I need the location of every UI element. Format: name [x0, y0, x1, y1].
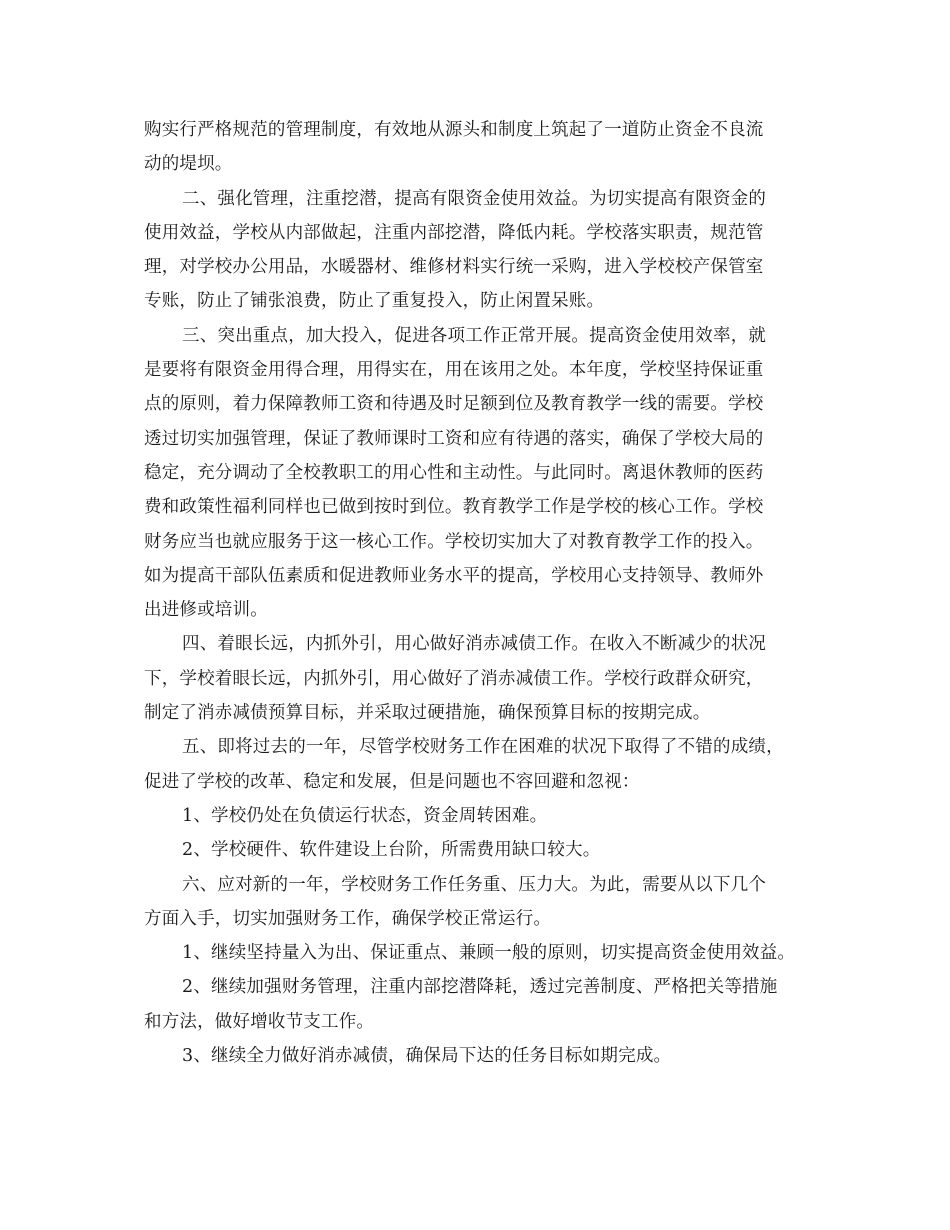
text-line: 四、着眼长远，内抓外引，用心做好消赤减债工作。在收入不断减少的状况 — [182, 634, 767, 655]
text-line: 费和政策性福利同样也已做到按时到位。教育教学工作是学校的核心工作。学校 — [144, 497, 764, 518]
document-body — [144, 113, 814, 1073]
text-line: 2、学校硬件、软件建设上台阶，所需费用缺口较大。 — [182, 840, 601, 861]
text-line: 促进了学校的改革、稳定和发展，但是问题也不容回避和忽视： — [144, 771, 640, 792]
text-line: 制定了消赤减债预算目标，并采取过硬措施，确保预算目标的按期完成。 — [144, 703, 711, 724]
text-line: 出进修或培训。 — [144, 600, 268, 621]
text-line: 3、继续全力做好消赤减债，确保局下达的任务目标如期完成。 — [182, 1046, 672, 1067]
text-line: 动的堤坝。 — [144, 154, 233, 175]
text-line: 1、继续坚持量入为出、保证重点、兼顾一般的原则，切实提高资金使用效益。 — [182, 943, 796, 964]
text-line: 1、学校仍处在负债运行状态，资金周转困难。 — [182, 805, 548, 826]
text-line: 下，学校着眼长远，内抓外引，用心做好了消赤减债工作。学校行政群众研究， — [144, 668, 764, 689]
text-line: 2、继续加强财务管理，注重内部挖潜降耗，透过完善制度、严格把关等措施 — [182, 977, 778, 998]
text-line: 稳定，充分调动了全校教职工的用心性和主动性。与此同时。离退休教师的医药 — [144, 462, 764, 483]
text-line: 三、突出重点，加大投入，促进各项工作正常开展。提高资金使用效率，就 — [182, 325, 767, 346]
text-line: 是要将有限资金用得合理，用得实在，用在该用之处。本年度，学校坚持保证重 — [144, 360, 764, 381]
text-line: 财务应当也就应服务于这一核心工作。学校切实加大了对教育教学工作的投入。 — [144, 531, 764, 552]
text-line: 使用效益，学校从内部做起，注重内部挖潜，降低内耗。学校落实职责，规范管 — [144, 222, 764, 243]
text-line: 购实行严格规范的管理制度，有效地从源头和制度上筑起了一道防止资金不良流 — [144, 120, 764, 140]
text-line: 透过切实加强管理，保证了教师课时工资和应有待遇的落实，确保了学校大局的 — [144, 428, 764, 449]
text-line: 二、强化管理，注重挖潜，提高有限资金使用效益。为切实提高有限资金的 — [182, 188, 767, 209]
text-line: 点的原则，着力保障教师工资和待遇及时足额到位及教育教学一线的需要。学校 — [144, 394, 764, 415]
text-line: 理，对学校办公用品，水暖器材、维修材料实行统一采购，进入学校校产保管室 — [144, 257, 764, 278]
text-line: 方面入手，切实加强财务工作，确保学校正常运行。 — [144, 908, 552, 929]
text-line: 五、即将过去的一年，尽管学校财务工作在困难的状况下取得了不错的成绩， — [182, 737, 784, 758]
text-line: 和方法，做好增收节支工作。 — [144, 1011, 375, 1032]
text-line: 如为提高干部队伍素质和促进教师业务水平的提高，学校用心支持领导、教师外 — [144, 565, 764, 586]
text-line: 六、应对新的一年，学校财务工作任务重、压力大。为此，需要从以下几个 — [182, 874, 767, 895]
text-line: 专账，防止了铺张浪费，防止了重复投入，防止闲置呆账。 — [144, 291, 605, 312]
